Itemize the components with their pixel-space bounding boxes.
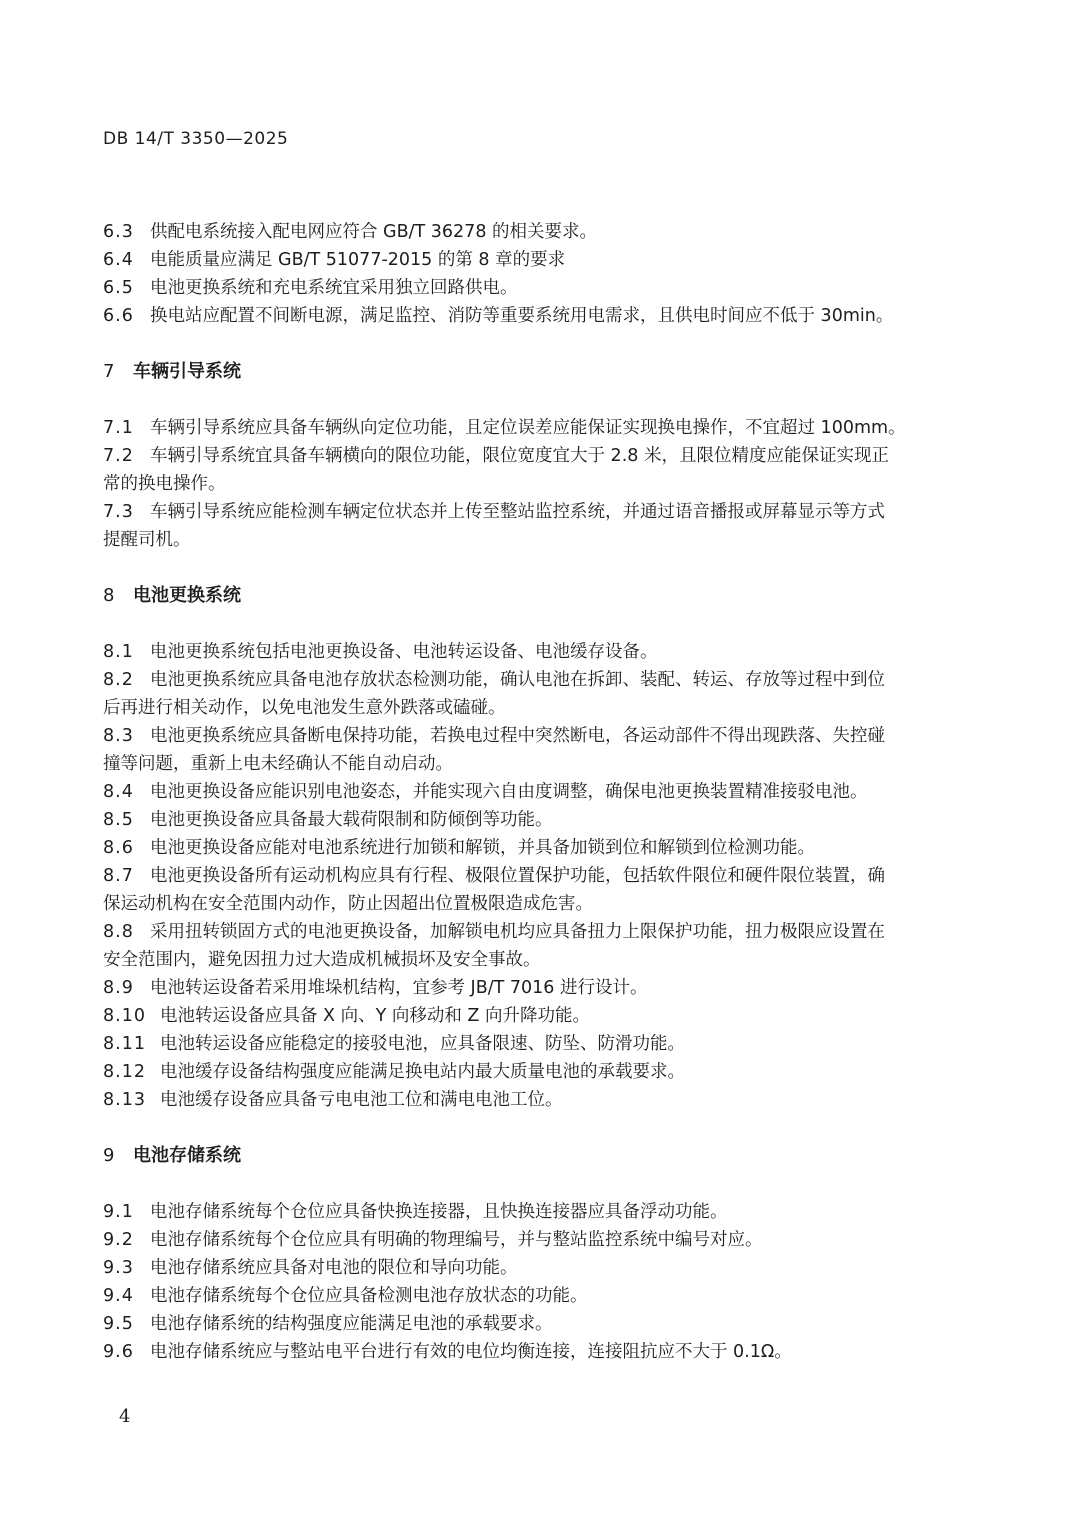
clause-number: 6.5 [103, 278, 134, 298]
section-number: 8 [103, 585, 115, 606]
clause-text: 常的换电操作。 [103, 474, 226, 494]
page-number: 4 [119, 1406, 131, 1427]
clause-number: 8.5 [103, 810, 134, 830]
clause-number: 8.12 [103, 1062, 146, 1082]
clause [103, 498, 963, 554]
clause-number: 8.2 [103, 670, 134, 690]
clause [103, 1338, 963, 1366]
clause-number: 9.3 [103, 1258, 134, 1278]
clause-text: 电池更换设备应能识别电池姿态，并能实现六自由度调整，确保电池更换装置精准接驳电池。 [150, 782, 868, 802]
clause-text: 电池存储系统应与整站电平台进行有效的电位均衡连接，连接阻抗应不大于 0.1Ω。 [150, 1342, 792, 1362]
clause-number: 9.2 [103, 1230, 134, 1250]
clause-text: 电能质量应满足 GB/T 51077-2015 的第 8 章的要求 [150, 250, 566, 270]
clause-text: 电池存储系统每个仓位应具备检测电池存放状态的功能。 [150, 1286, 588, 1306]
clause-text: 换电站应配置不间断电源，满足监控、消防等重要系统用电需求，且供电时间应不低于 30min。 [150, 306, 894, 326]
clause [103, 1002, 963, 1030]
clause-number: 6.4 [103, 250, 134, 270]
clause-text: 电池转运设备应具备 X 向、Y 向移动和 Z 向升降功能。 [160, 1006, 590, 1026]
clause-number: 7.2 [103, 446, 134, 466]
clause [103, 1310, 963, 1338]
clause-text: 电池存储系统每个仓位应具备快换连接器，且快换连接器应具备浮动功能。 [150, 1202, 728, 1222]
clause [103, 1086, 963, 1114]
clause [103, 666, 963, 722]
clause [103, 974, 963, 1002]
clause-text: 安全范围内，避免因扭力过大造成机械损坏及安全事故。 [103, 950, 541, 970]
clause-text: 提醒司机。 [103, 530, 191, 550]
clause-text: 车辆引导系统宜具备车辆横向的限位功能，限位宽度宜大于 2.8 米，且限位精度应能保证实现正 [150, 446, 889, 466]
clause-number: 9.1 [103, 1202, 134, 1222]
clause-number: 8.8 [103, 922, 134, 942]
clause [103, 218, 963, 246]
clause [103, 862, 963, 918]
clause-number: 8.10 [103, 1006, 146, 1026]
section-8-clauses [103, 638, 963, 1114]
clause-text: 后再进行相关动作，以免电池发生意外跌落或磕碰。 [103, 698, 506, 718]
clause-text: 电池更换系统和充电系统宜采用独立回路供电。 [150, 278, 518, 298]
clause-number: 6.3 [103, 222, 134, 242]
clause-text: 电池转运设备若采用堆垛机结构，宜参考 JB/T 7016 进行设计。 [150, 978, 648, 998]
clause [103, 778, 963, 806]
clause-number: 6.6 [103, 306, 134, 326]
document-code: DB 14/T 3350—2025 [103, 129, 289, 149]
section-7-clauses [103, 414, 963, 554]
clause-text: 电池更换设备所有运动机构应具有行程、极限位置保护功能，包括软件限位和硬件限位装置，确 [150, 866, 885, 886]
clause-number: 8.1 [103, 642, 134, 662]
clause-text: 采用扭转锁固方式的电池更换设备，加解锁电机均应具备扭力上限保护功能，扭力极限应设置在 [150, 922, 885, 942]
clause-text: 电池更换设备应具备最大载荷限制和防倾倒等功能。 [150, 810, 553, 830]
clause-number: 8.4 [103, 782, 134, 802]
clause [103, 1226, 963, 1254]
clause-text: 撞等问题，重新上电未经确认不能自动启动。 [103, 754, 453, 774]
clause-text: 电池更换系统应具备电池存放状态检测功能，确认电池在拆卸、装配、转运、存放等过程中到位 [150, 670, 885, 690]
clause-text: 供配电系统接入配电网应符合 GB/T 36278 的相关要求。 [150, 222, 598, 242]
section-heading-9 [103, 1142, 963, 1170]
section-number: 7 [103, 361, 115, 382]
document-body [103, 218, 963, 1366]
clause [103, 1254, 963, 1282]
clause [103, 302, 963, 330]
clause-text: 电池存储系统每个仓位应具有明确的物理编号，并与整站监控系统中编号对应。 [150, 1230, 763, 1250]
clause-number: 7.1 [103, 418, 134, 438]
clause [103, 1058, 963, 1086]
section-9-clauses [103, 1198, 963, 1366]
clause-number: 8.3 [103, 726, 134, 746]
section-heading-7 [103, 358, 963, 386]
clause [103, 722, 963, 778]
section-title: 车辆引导系统 [133, 361, 241, 382]
clause-text: 电池更换系统应具备断电保持功能，若换电过程中突然断电，各运动部件不得出现跌落、失控碰 [150, 726, 885, 746]
clause-text: 电池更换系统包括电池更换设备、电池转运设备、电池缓存设备。 [150, 642, 658, 662]
section-number: 9 [103, 1145, 115, 1166]
clause-number: 9.5 [103, 1314, 134, 1334]
clause-number: 9.4 [103, 1286, 134, 1306]
clause [103, 1030, 963, 1058]
clause-text: 电池更换设备应能对电池系统进行加锁和解锁，并具备加锁到位和解锁到位检测功能。 [150, 838, 815, 858]
clause-text: 电池存储系统应具备对电池的限位和导向功能。 [150, 1258, 518, 1278]
clause [103, 246, 963, 274]
section-6-clauses [103, 218, 963, 330]
clause-text: 车辆引导系统应能检测车辆定位状态并上传至整站监控系统，并通过语音播报或屏幕显示等方式 [150, 502, 885, 522]
clause [103, 1198, 963, 1226]
clause [103, 442, 963, 498]
clause-text: 保运动机构在安全范围内动作，防止因超出位置极限造成危害。 [103, 894, 593, 914]
clause [103, 834, 963, 862]
clause-number: 8.9 [103, 978, 134, 998]
clause-number: 8.6 [103, 838, 134, 858]
clause [103, 806, 963, 834]
clause-text: 电池缓存设备应具备亏电电池工位和满电电池工位。 [160, 1090, 563, 1110]
section-title: 电池存储系统 [133, 1145, 241, 1166]
clause-text: 电池缓存设备结构强度应能满足换电站内最大质量电池的承载要求。 [160, 1062, 685, 1082]
clause-number: 8.7 [103, 866, 134, 886]
clause [103, 274, 963, 302]
section-title: 电池更换系统 [133, 585, 241, 606]
clause-number: 9.6 [103, 1342, 134, 1362]
section-heading-8 [103, 582, 963, 610]
clause-number: 7.3 [103, 502, 134, 522]
clause [103, 918, 963, 974]
clause [103, 638, 963, 666]
clause-number: 8.13 [103, 1090, 146, 1110]
clause-number: 8.11 [103, 1034, 146, 1054]
clause [103, 1282, 963, 1310]
clause [103, 414, 963, 442]
clause-text: 车辆引导系统应具备车辆纵向定位功能，且定位误差应能保证实现换电操作，不宜超过 100mm。 [150, 418, 906, 438]
clause-text: 电池转运设备应能稳定的接驳电池，应具备限速、防坠、防滑功能。 [160, 1034, 685, 1054]
clause-text: 电池存储系统的结构强度应能满足电池的承载要求。 [150, 1314, 553, 1334]
